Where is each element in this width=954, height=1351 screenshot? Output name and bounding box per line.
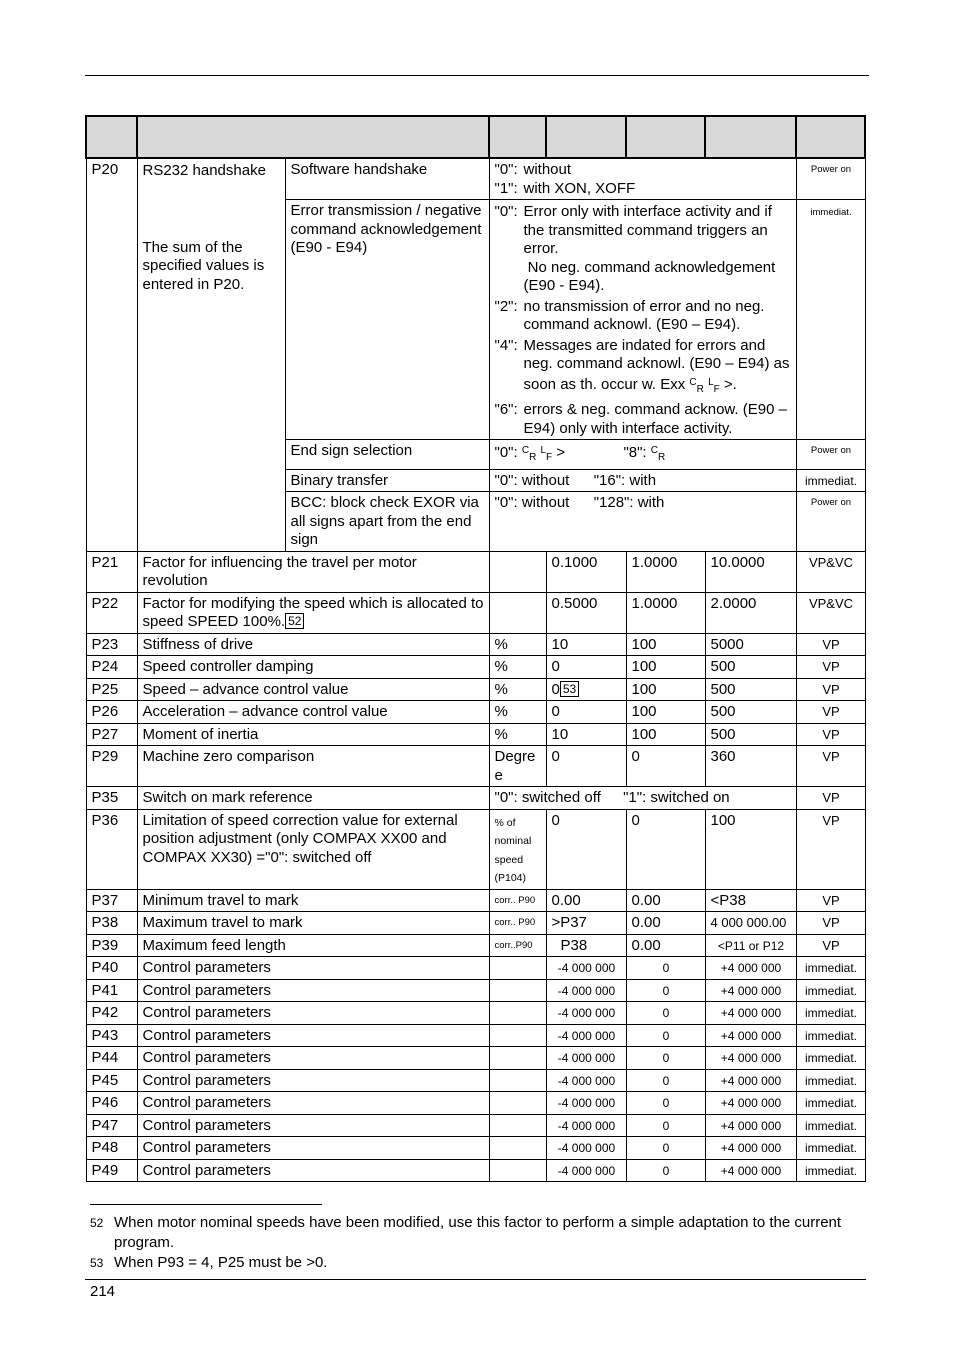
param-max: 500 [705,701,796,724]
option-value: without [523,161,572,178]
param-default: 0 [626,957,705,980]
param-unit: % [489,656,546,679]
param-desc: Control parameters [137,979,489,1002]
param-unit: % [489,701,546,724]
param-max: +4 000 000 [705,1069,796,1092]
activation-mode: VP [796,787,865,810]
footnote-ref[interactable]: 52 [285,613,304,629]
param-default: 0 [626,746,705,787]
param-unit: corr..P90 [489,934,546,957]
param-max: <P38 [705,889,796,912]
table-row [86,889,865,912]
param-unit: corr.. P90 [489,889,546,912]
table-row [86,1114,865,1137]
param-max: 100 [705,809,796,889]
activation-mode: VP [796,934,865,957]
param-desc-text: Factor for modifying the speed which is allocated to speed SPEED 100%. [142,594,484,630]
activation-mode: immediat. [796,1092,865,1115]
footnote-number: 52 [90,1216,104,1230]
param-desc: Speed – advance control value [137,678,489,701]
sub-name: BCC: block check EXOR via all signs apart from the end sign [285,492,489,552]
param-desc: Control parameters [137,1002,489,1025]
footnote-number: 53 [90,1256,104,1270]
table-row [86,678,865,701]
table-row [86,1047,865,1070]
param-default: 0 [626,979,705,1002]
param-unit [489,592,546,633]
param-max: 4 000 000.00 [705,912,796,935]
cr-symbol: R [529,452,537,463]
activation-mode: VP [796,912,865,935]
param-unit: % [489,633,546,656]
param-default: 100 [626,633,705,656]
option-key: "6": [494,401,518,418]
option-b: "1": switched on [623,789,730,806]
header-cell [626,116,705,158]
param-unit [489,1092,546,1115]
param-max: +4 000 000 [705,1159,796,1182]
option-tail: >. [723,375,737,393]
lf-symbol: F [546,452,553,463]
param-id: P41 [86,979,137,1002]
table-row [86,1092,865,1115]
activation-mode: Power on [796,158,865,200]
activation-mode: VP [796,701,865,724]
sub-name: Binary transfer [285,469,489,492]
param-max: 10.0000 [705,551,796,592]
param-min: -4 000 000 [546,979,626,1002]
activation-mode: Power on [796,492,865,552]
param-id: P47 [86,1114,137,1137]
option-a: "0": without [494,494,570,511]
activation-mode: immediat. [796,957,865,980]
table-row [86,1159,865,1182]
param-desc [137,592,489,633]
param-id: P37 [86,889,137,912]
param-min: -4 000 000 [546,1137,626,1160]
param-max: 500 [705,656,796,679]
param-id: P21 [86,551,137,592]
activation-mode: VP [796,746,865,787]
table-row [86,158,865,200]
option-value: Error only with interface activity and if the transmitted command triggers an error. [523,203,772,257]
activation-mode: VP [796,889,865,912]
param-desc: Control parameters [137,1092,489,1115]
param-id: P40 [86,957,137,980]
param-id: P22 [86,592,137,633]
option-b: "128": with [593,494,665,511]
param-id: P23 [86,633,137,656]
param-default: 100 [626,678,705,701]
activation-mode: immediat. [796,1114,865,1137]
sub-name: End sign selection [285,440,489,470]
param-min: -4 000 000 [546,1114,626,1137]
param-unit: % [489,723,546,746]
footnote [90,1253,850,1273]
option-key: "2": [494,297,518,315]
footnote-ref[interactable]: 53 [560,681,579,697]
header-cell [86,116,137,158]
table-row [86,1024,865,1047]
options-cell [489,200,796,440]
param-unit: % [489,678,546,701]
activation-mode: VP&VC [796,592,865,633]
options-cell [489,440,796,470]
option-key: "8": [623,444,647,461]
param-desc: Control parameters [137,1024,489,1047]
param-min: 10 [546,633,626,656]
param-min: 0.5000 [546,592,626,633]
activation-mode: VP [796,723,865,746]
footnote-rule [90,1204,322,1205]
table-row [86,746,865,787]
param-min: 0.00 [546,889,626,912]
param-min: 10 [546,723,626,746]
param-max: 500 [705,723,796,746]
param-default: 0 [626,1092,705,1115]
footnote-text: When motor nominal speeds have been modified, use this factor to perform a simple adaptation to the current program. [114,1214,842,1251]
option-key: "0": [494,203,518,220]
param-unit [489,1137,546,1160]
param-desc: Moment of inertia [137,723,489,746]
activation-mode: immediat. [796,979,865,1002]
param-max: +4 000 000 [705,1047,796,1070]
sub-name: Error transmission / negative command acknowledgement (E90 - E94) [285,200,489,440]
param-desc: Control parameters [137,957,489,980]
param-id: P44 [86,1047,137,1070]
table-row [86,551,865,592]
footnote-text: When P93 = 4, P25 must be >0. [114,1254,328,1271]
param-min: -4 000 000 [546,1002,626,1025]
param-min: -4 000 000 [546,1159,626,1182]
activation-mode: VP [796,809,865,889]
activation-mode: immediat. [796,1159,865,1182]
param-default: 0 [626,1137,705,1160]
param-min: >P37 [546,912,626,935]
activation-mode: immediat. [796,200,865,440]
param-default: 0.00 [626,934,705,957]
param-default: 1.0000 [626,551,705,592]
param-max: +4 000 000 [705,1114,796,1137]
option-value: no transmission of error and no neg. command acknowl. (E90 – E94). [523,297,765,333]
param-unit [489,1114,546,1137]
option-tail: > [556,444,566,461]
param-min: -4 000 000 [546,957,626,980]
param-default: 100 [626,701,705,724]
table-row [86,1069,865,1092]
param-min: -4 000 000 [546,1024,626,1047]
table-row [86,656,865,679]
p20-name: RS232 handshake [142,162,266,179]
lf-symbol: L [540,445,547,456]
table-row [86,723,865,746]
activation-mode: VP [796,678,865,701]
param-id: P39 [86,934,137,957]
param-id: P24 [86,656,137,679]
param-id: P25 [86,678,137,701]
param-unit: corr.. P90 [489,912,546,935]
param-default: 0 [626,1024,705,1047]
param-default: 100 [626,723,705,746]
param-unit [489,1047,546,1070]
table-row [86,912,865,935]
param-desc: Switch on mark reference [137,787,489,810]
cr-symbol: C [521,445,530,456]
param-id: P27 [86,723,137,746]
param-unit [489,979,546,1002]
param-desc: Minimum travel to mark [137,889,489,912]
param-max: <P11 or P12 [705,934,796,957]
param-unit [489,551,546,592]
header-cell [489,116,546,158]
footnotes [90,1213,850,1273]
param-default: 0 [626,1114,705,1137]
option-key: "0": [494,161,518,178]
cr-symbol: C [689,376,697,388]
param-id: P46 [86,1092,137,1115]
param-max: 500 [705,678,796,701]
option-value: No neg. command acknowledgement (E90 - E94). [523,258,776,294]
option-key: "4": [494,336,518,354]
cr-symbol: R [696,383,704,395]
options-cell [489,158,796,200]
param-min: 0 [546,701,626,724]
param-desc: Control parameters [137,1069,489,1092]
option-key: "1": [494,179,518,197]
param-desc: Stiffness of drive [137,633,489,656]
param-min [546,678,626,701]
param-id: P49 [86,1159,137,1182]
table-row [86,809,865,889]
option-value: with XON, XOFF [523,179,636,197]
table-row [86,957,865,980]
activation-mode: VP&VC [796,551,865,592]
table-row [86,1002,865,1025]
param-min: 0 [546,746,626,787]
param-max: 2.0000 [705,592,796,633]
param-default: 0 [626,1069,705,1092]
param-desc: Maximum travel to mark [137,912,489,935]
param-id: P36 [86,809,137,889]
activation-mode: VP [796,656,865,679]
param-id: P42 [86,1002,137,1025]
param-default: 0 [626,809,705,889]
param-desc: Machine zero comparison [137,746,489,787]
param-min-value: 0 [551,680,560,698]
option-key: "0": [494,444,518,461]
param-max: +4 000 000 [705,1024,796,1047]
param-desc: Acceleration – advance control value [137,701,489,724]
header-rule [85,75,869,76]
param-min: 0.1000 [546,551,626,592]
param-max: +4 000 000 [705,1002,796,1025]
sub-name: Software handshake [285,158,489,200]
page-number: 214 [90,1283,116,1300]
activation-mode: VP [796,633,865,656]
param-desc: Control parameters [137,1114,489,1137]
param-max: 360 [705,746,796,787]
param-default: 0 [626,1159,705,1182]
option-value: errors & neg. command acknow. (E90 – E94) only with interface activity. [523,401,787,437]
param-max: +4 000 000 [705,957,796,980]
param-id: P35 [86,787,137,810]
option-a: "0": switched off [494,789,601,806]
option-b: "16": with [593,471,657,489]
param-id: P26 [86,701,137,724]
param-id: P43 [86,1024,137,1047]
param-default: 0 [626,1047,705,1070]
param-unit: Degree [489,746,546,787]
param-id: P38 [86,912,137,935]
table-row [86,1137,865,1160]
table-row [86,592,865,633]
table-row [86,787,865,810]
parameter-table [85,115,866,1182]
param-default: 1.0000 [626,592,705,633]
option-a: "0": without [494,471,570,489]
table-header-row [86,116,865,158]
param-desc: Maximum feed length [137,934,489,957]
footer-rule [85,1279,866,1280]
param-max: +4 000 000 [705,1137,796,1160]
param-default: 0.00 [626,912,705,935]
param-default: 0 [626,1002,705,1025]
param-max: 5000 [705,633,796,656]
param-desc: Control parameters [137,1047,489,1070]
cr-symbol: R [658,452,666,463]
param-min: -4 000 000 [546,1069,626,1092]
table-row [86,934,865,957]
footnote [90,1213,850,1253]
param-unit [489,1002,546,1025]
activation-mode: Power on [796,440,865,470]
p20-note: The sum of the specified values is entered in P20. [142,238,265,293]
activation-mode: immediat. [796,1024,865,1047]
table-row [86,633,865,656]
header-cell [796,116,865,158]
options-cell [489,469,796,492]
activation-mode: immediat. [796,1137,865,1160]
param-unit: % of nominal speed (P104) [489,809,546,889]
cr-symbol: C [650,445,659,456]
param-id: P20 [86,158,137,551]
param-min: 0 [546,809,626,889]
header-cell [705,116,796,158]
param-max: +4 000 000 [705,1092,796,1115]
param-desc: Factor for influencing the travel per motor revolution [137,551,489,592]
param-desc: Limitation of speed correction value for external position adjustment (only COMPAX XX00 and COMPAX XX30) ="0": switched off [137,809,489,889]
header-cell [137,116,489,158]
param-desc: Speed controller damping [137,656,489,679]
param-min: 0 [546,656,626,679]
activation-mode: immediat. [796,1002,865,1025]
options-cell [489,492,796,552]
activation-mode: immediat. [796,1069,865,1092]
param-id: P45 [86,1069,137,1092]
table-row [86,701,865,724]
options-cell [489,787,796,810]
param-max: +4 000 000 [705,979,796,1002]
param-min: P38 [546,934,626,957]
param-unit [489,1024,546,1047]
table-row [86,979,865,1002]
lf-symbol: L [708,376,714,388]
header-cell [546,116,626,158]
lf-symbol: F [713,383,720,395]
param-min: -4 000 000 [546,1047,626,1070]
param-desc: Control parameters [137,1159,489,1182]
param-name [137,158,285,551]
param-id: P29 [86,746,137,787]
param-unit [489,1069,546,1092]
param-desc: Control parameters [137,1137,489,1160]
activation-mode: immediat. [796,469,865,492]
param-unit [489,1159,546,1182]
param-id: P48 [86,1137,137,1160]
param-default: 0.00 [626,889,705,912]
param-default: 100 [626,656,705,679]
param-min: -4 000 000 [546,1092,626,1115]
option-value: Messages are indated for errors and neg. command acknowl. (E90 – E94) as soon as th. occur w. Exx [523,336,790,393]
activation-mode: immediat. [796,1047,865,1070]
param-unit [489,957,546,980]
